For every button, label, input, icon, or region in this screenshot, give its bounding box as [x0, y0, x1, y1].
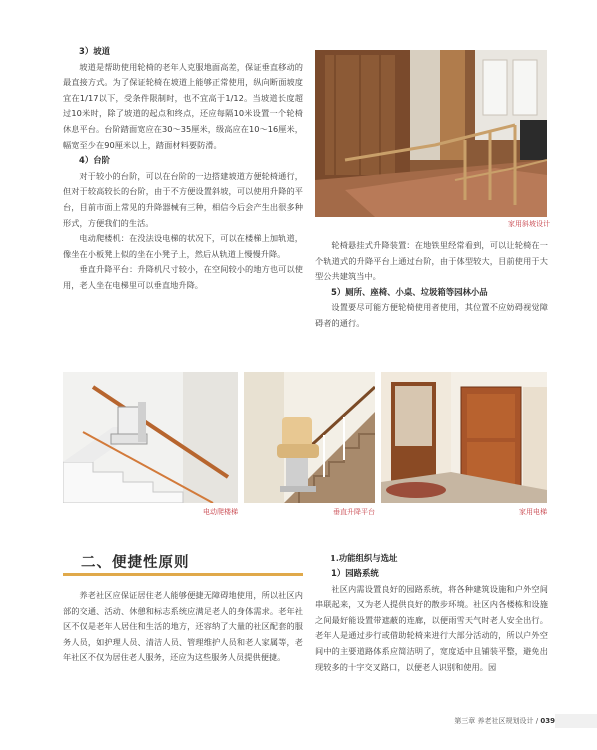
stairlift-photo [63, 372, 238, 503]
vertical-platform-caption: 垂直升降平台 [333, 508, 375, 516]
garden-path-paragraph: 社区内需设置良好的园路系统，将各种建筑设施和户外空间串联起来，又为老人提供良好的散步环境。社区内各楼栋和设施之间最好能设置带遮蔽的连廊，以便雨雪天气时老人安全出行。老年人是通过步行或借助轮椅来进行大部分活动的，所以户外空间中的主要道路体系应简洁明了，宽度适中且铺装平整，避免出现较多的十字交叉路口，以便老人识别和使用。园 [315, 583, 548, 672]
section-title: 二、便捷性原则 [81, 555, 190, 571]
footer-chapter: 第三章 养老社区规划设计 [454, 717, 534, 725]
ramp-paragraph: 坡道是帮助使用轮椅的老年人克服地面高差，保证垂直移动的最直接方式。为了保证轮椅在坡道上能够正常使用，纵向断面坡度宜在1/17以下，受条件限制时，也不宜高于1/12。当坡道长度超过10米时，除了坡道的起点和终点，还应每隔10米设置一个轮椅休息平台。台阶踏面宽应在30～35厘米，级高应在10～16厘米，幅宽至少在90厘米以上，踏面材料要防滑。 [63, 61, 303, 150]
page-footer [430, 716, 555, 726]
right-column [315, 238, 548, 332]
section-paragraph: 养老社区应保证居住老人能够便捷无障碍地使用，所以社区内部的交通、活动、休憩和标志系统应满足老人的身体需求。老年社区不仅是老年人居住和生活的地方，还容纳了大量的社区配套的服务人员，如护理人员、清洁人员、管理维护人员和老人家属等，老年社区不仅为居住老人服务，还应为这些服务人员提供便捷。 [63, 590, 303, 663]
ramp-heading: 3）坡道 [79, 46, 110, 56]
stairlift-paragraph: 电动爬楼机：在没法设电梯的状况下，可以在楼梯上加轨道，像坐在小板凳上似的坐在小凳子上，然后从轨道上慢慢升降。 [63, 233, 303, 259]
subsection-title: 1.功能组织与选址 [330, 553, 398, 563]
footer-bar [555, 714, 597, 728]
page-number: 039 [540, 717, 555, 725]
garden-path-heading: 1）园路系统 [331, 568, 379, 578]
facilities-heading: 5）厕所、座椅、小桌、垃圾箱等园林小品 [331, 286, 488, 297]
home-elevator-caption: 家用电梯 [519, 508, 547, 516]
home-ramp-caption: 家用斜坡设计 [508, 220, 550, 228]
steps-paragraph: 对于较小的台阶，可以在台阶的一边搭建坡道方便轮椅通行，但对于较高较长的台阶，由于不方便设置斜坡，可以使用升降的平台，目前市面上常见的升降器械有三种，相信今后会产生出很多种形式，方便我们的生活。 [63, 170, 303, 228]
home-elevator-photo [381, 372, 547, 503]
subsection-body [315, 566, 548, 675]
left-column [63, 44, 303, 294]
vertical-platform-photo [244, 372, 375, 503]
vertical-lift-paragraph: 垂直升降平台：升降机尺寸较小，在空间较小的地方也可以使用，老人坐在电梯里可以垂直地升降。 [63, 264, 303, 290]
footer-separator: / [535, 717, 541, 725]
home-ramp-photo [315, 50, 547, 217]
wheelchair-lift-paragraph: 轮椅悬挂式升降装置：在地铁里经常看到，可以让轮椅在一个轨道式的升降平台上通过台阶，由于体型较大，目前使用于大型公共建筑当中。 [315, 240, 548, 282]
section-title-bar [63, 573, 303, 576]
stairlift-caption: 电动爬楼梯 [203, 508, 238, 516]
steps-heading: 4）台阶 [79, 155, 110, 166]
facilities-paragraph: 设置要尽可能方便轮椅使用者使用，其位置不应妨碍视觉障碍者的通行。 [315, 302, 548, 328]
section-body [63, 588, 303, 666]
